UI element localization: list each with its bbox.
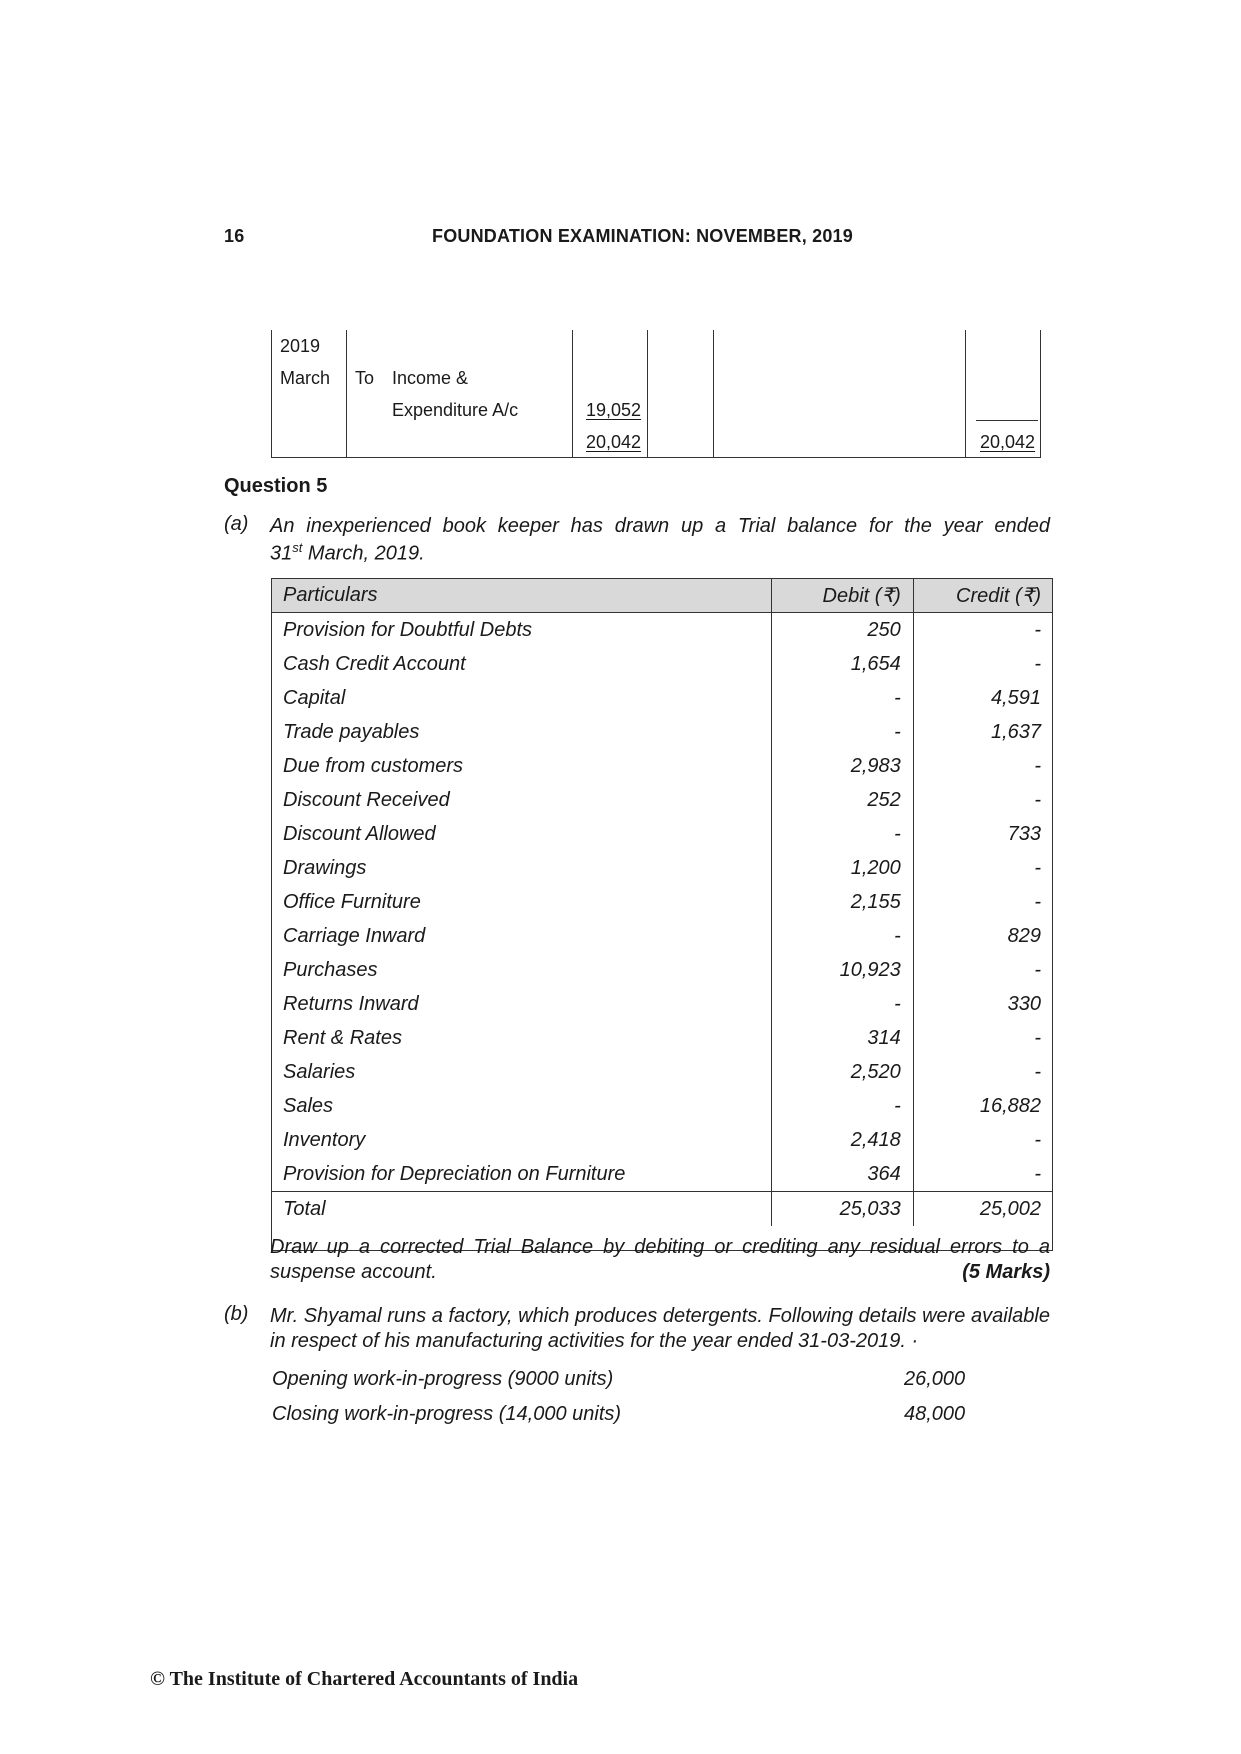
part-b-line1: Mr. Shyamal runs a factory, which produces detergents. Following details were available — [270, 1305, 1050, 1327]
question-title: Question 5 — [224, 475, 328, 497]
part-a-date: 31st March, 2019. — [270, 540, 425, 565]
row-particulars: Discount Received — [271, 783, 771, 817]
marks: (5 Marks) — [962, 1261, 1050, 1283]
table-row — [271, 783, 1053, 817]
part-a-text: An inexperienced book keeper has drawn up a Trial balance for the year ended — [270, 515, 1050, 537]
row-credit: 4,591 — [990, 686, 1041, 709]
table-row — [271, 1055, 1053, 1089]
row-particulars: Inventory — [271, 1123, 771, 1157]
row-particulars: Drawings — [271, 851, 771, 885]
table-row — [271, 715, 1053, 749]
ledger-particular-line1: Income & — [392, 368, 469, 388]
page-header-title: FOUNDATION EXAMINATION: NOVEMBER, 2019 — [432, 226, 853, 246]
row-credit: - — [1034, 788, 1041, 811]
row-debit: 1,200 — [771, 851, 913, 885]
header-particulars: Particulars — [271, 578, 771, 613]
table-row — [271, 749, 1053, 783]
instruction-line2: suspense account. — [270, 1261, 437, 1283]
row-debit: 252 — [771, 783, 913, 817]
row-particulars: Rent & Rates — [271, 1021, 771, 1055]
part-b-line2: in respect of his manufacturing activities for the year ended 31-03-2019. · — [270, 1330, 919, 1352]
table-row — [271, 1123, 1053, 1157]
table-row — [271, 851, 1053, 885]
table-row — [271, 1021, 1053, 1055]
row-particulars: Trade payables — [271, 715, 771, 749]
row-credit: - — [1034, 618, 1041, 641]
page-number: 16 — [224, 226, 245, 246]
row-debit: - — [771, 715, 913, 749]
table-header-row — [271, 578, 1053, 613]
total-label: Total — [271, 1192, 771, 1227]
header-credit: Credit (₹) — [913, 578, 1053, 613]
part-a-label: (a) — [224, 513, 249, 535]
row-debit: 364 — [771, 1157, 913, 1192]
row-debit: - — [771, 919, 913, 953]
row-credit: - — [1034, 1060, 1041, 1083]
row-particulars: Office Furniture — [271, 885, 771, 919]
row-credit: 16,882 — [979, 1094, 1041, 1117]
ledger-left-total: 20,042 — [586, 432, 642, 452]
row-credit: - — [1034, 1128, 1041, 1151]
row-particulars: Due from customers — [271, 749, 771, 783]
row-debit: 2,155 — [771, 885, 913, 919]
ledger-month: March — [280, 368, 331, 388]
wip-closing-label: Closing work-in-progress (14,000 units) — [272, 1403, 622, 1425]
table-total-row — [271, 1192, 1053, 1227]
row-particulars: Capital — [271, 681, 771, 715]
row-particulars: Provision for Doubtful Debts — [271, 613, 771, 648]
row-debit: 2,520 — [771, 1055, 913, 1089]
total-credit: 25,002 — [913, 1192, 1053, 1227]
row-particulars: Discount Allowed — [271, 817, 771, 851]
table-row — [271, 919, 1053, 953]
row-debit: - — [771, 1089, 913, 1123]
row-credit: 829 — [1007, 924, 1041, 947]
row-debit: 10,923 — [771, 953, 913, 987]
wip-opening-label: Opening work-in-progress (9000 units) — [272, 1368, 614, 1390]
row-credit: - — [1034, 754, 1041, 777]
table-row — [271, 681, 1053, 715]
row-credit: - — [1034, 958, 1041, 981]
instruction-line1: Draw up a corrected Trial Balance by debiting or crediting any residual errors to a — [270, 1236, 1050, 1258]
row-particulars: Returns Inward — [271, 987, 771, 1021]
row-debit: - — [771, 681, 913, 715]
row-credit: 733 — [1007, 822, 1041, 845]
row-credit: - — [1034, 1026, 1041, 1049]
table-row — [271, 817, 1053, 851]
row-debit: 2,983 — [771, 749, 913, 783]
ledger-to: To — [355, 368, 375, 388]
table-row — [271, 1089, 1053, 1123]
total-debit: 25,033 — [771, 1192, 913, 1227]
row-debit: - — [771, 817, 913, 851]
row-particulars: Salaries — [271, 1055, 771, 1089]
ledger-year: 2019 — [280, 336, 321, 356]
ledger-amount: 19,052 — [586, 400, 642, 420]
row-debit: 314 — [771, 1021, 913, 1055]
footer-copyright: © The Institute of Chartered Accountants of India — [150, 1668, 579, 1690]
row-credit: 1,637 — [990, 720, 1041, 743]
wip-closing-value: 48,000 — [904, 1403, 966, 1425]
table-row — [271, 647, 1053, 681]
table-row — [271, 613, 1053, 648]
table-row — [271, 953, 1053, 987]
table-row — [271, 1157, 1053, 1192]
row-credit: 330 — [1007, 992, 1041, 1015]
row-credit: - — [1034, 856, 1041, 879]
header-debit: Debit (₹) — [771, 578, 913, 613]
part-b-label: (b) — [224, 1303, 249, 1325]
row-particulars: Purchases — [271, 953, 771, 987]
row-particulars: Sales — [271, 1089, 771, 1123]
row-credit: - — [1034, 652, 1041, 675]
ledger-particular-line2: Expenditure A/c — [392, 400, 519, 420]
row-debit: 250 — [771, 613, 913, 648]
table-row — [271, 987, 1053, 1021]
row-debit: - — [771, 987, 913, 1021]
wip-opening-value: 26,000 — [904, 1368, 966, 1390]
ledger-right-total: 20,042 — [980, 432, 1036, 452]
trial-balance-table — [271, 578, 1053, 1226]
row-particulars: Cash Credit Account — [271, 647, 771, 681]
row-debit: 2,418 — [771, 1123, 913, 1157]
row-particulars: Carriage Inward — [271, 919, 771, 953]
table-row — [271, 885, 1053, 919]
row-credit: - — [1034, 890, 1041, 913]
row-credit: - — [1034, 1162, 1041, 1185]
row-debit: 1,654 — [771, 647, 913, 681]
row-particulars: Provision for Depreciation on Furniture — [271, 1157, 771, 1192]
